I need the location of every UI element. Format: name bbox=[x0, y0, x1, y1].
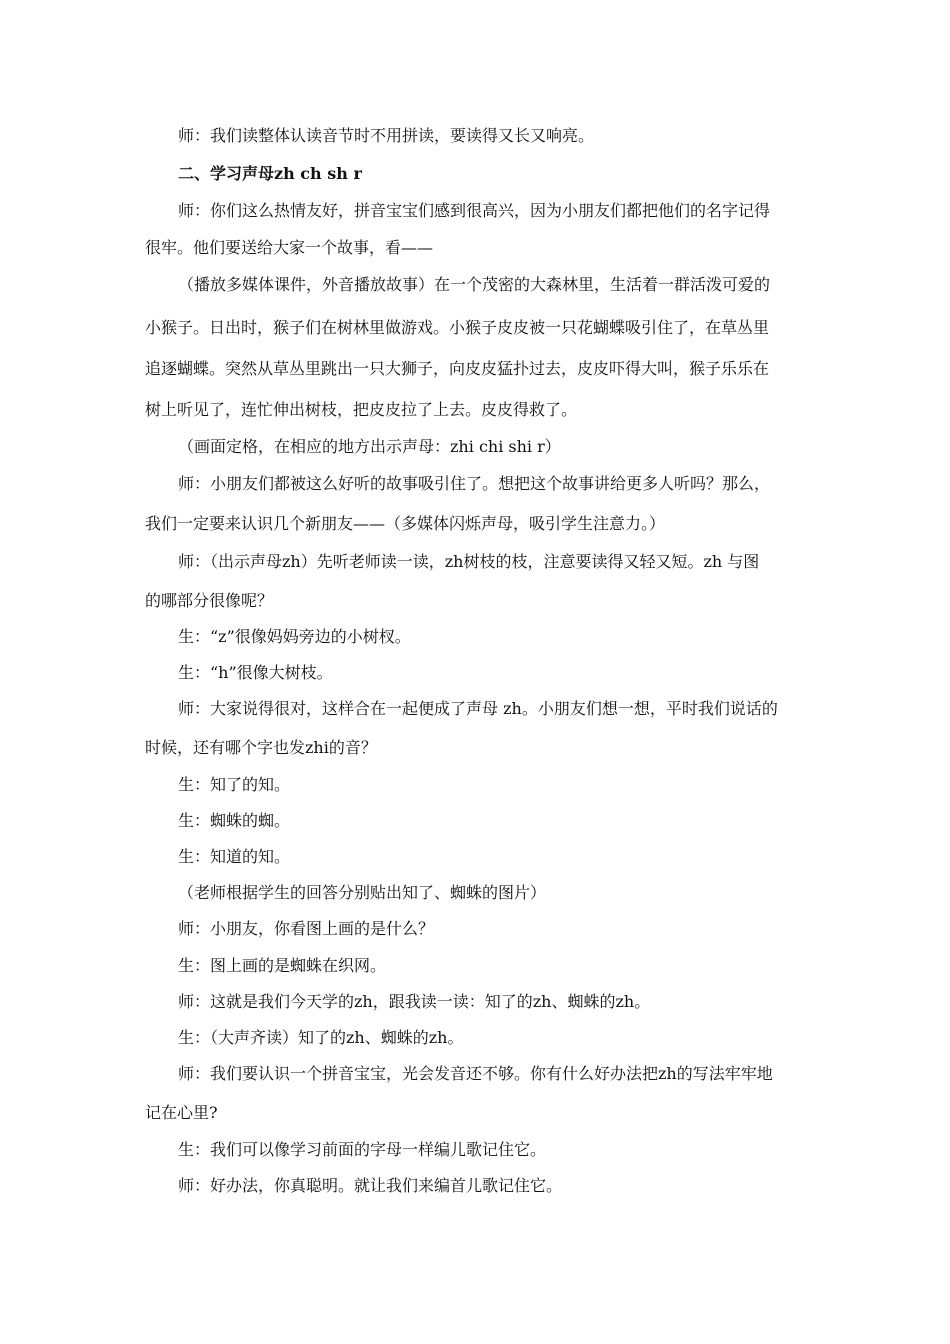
paragraph-line: 很牢。他们要送给大家一个故事，看—— bbox=[145, 238, 434, 257]
paragraph-line: 师：我们要认识一个拼音宝宝，光会发音还不够。你有什么好办法把zh的写法牢牢地 bbox=[178, 1064, 773, 1083]
paragraph-line: 生：（大声齐读）知了的zh、蜘蛛的zh。 bbox=[178, 1028, 464, 1047]
paragraph-line: 师：这就是我们今天学的zh，跟我读一读：知了的zh、蜘蛛的zh。 bbox=[178, 992, 651, 1011]
paragraph-line: 生：图上画的是蜘蛛在织网。 bbox=[178, 956, 387, 975]
paragraph-line: 树上听见了，连忙伸出树枝，把皮皮拉了上去。皮皮得救了。 bbox=[145, 400, 578, 419]
paragraph-line: 师：大家说得很对，这样合在一起便成了声母 zh。小朋友们想一想，平时我们说话的 bbox=[178, 699, 778, 718]
paragraph-line: 师：小朋友们都被这么好听的故事吸引住了。想把这个故事讲给更多人听吗？那么， bbox=[178, 474, 771, 493]
paragraph-line: 师：我们读整体认读音节时不用拼读，要读得又长又响亮。 bbox=[178, 126, 595, 145]
paragraph-line: 师：你们这么热情友好，拼音宝宝们感到很高兴，因为小朋友们都把他们的名字记得 bbox=[178, 201, 771, 220]
paragraph-line: （老师根据学生的回答分别贴出知了、蜘蛛的图片） bbox=[178, 883, 547, 902]
paragraph-line: 生：“h”很像大树枝。 bbox=[178, 663, 333, 682]
paragraph-line: 生：知了的知。 bbox=[178, 775, 291, 794]
paragraph-line: 生：蜘蛛的蜘。 bbox=[178, 811, 291, 830]
paragraph-line: 生：我们可以像学习前面的字母一样编儿歌记住它。 bbox=[178, 1140, 547, 1159]
paragraph-line: 师：好办法，你真聪明。就让我们来编首儿歌记住它。 bbox=[178, 1176, 563, 1195]
paragraph-line: 追逐蝴蝶。突然从草丛里跳出一只大狮子，向皮皮猛扑过去，皮皮吓得大叫，猴子乐乐在 bbox=[145, 359, 770, 378]
paragraph-line: 小猴子。日出时，猴子们在树林里做游戏。小猴子皮皮被一只花蝴蝶吸引住了，在草丛里 bbox=[145, 318, 770, 337]
paragraph-line: 我们一定要来认识几个新朋友——（多媒体闪烁声母，吸引学生注意力。） bbox=[145, 514, 666, 533]
paragraph-line: 生：“z”很像妈妈旁边的小树杈。 bbox=[178, 627, 411, 646]
paragraph-line: 生：知道的知。 bbox=[178, 847, 291, 866]
paragraph-line: （画面定格，在相应的地方出示声母：zhi chi shi r） bbox=[178, 437, 561, 456]
section-heading: 二、学习声母zh ch sh r bbox=[178, 164, 362, 183]
paragraph-line: 师：（出示声母zh）先听老师读一读，zh树枝的枝，注意要读得又轻又短。zh 与图 bbox=[178, 552, 760, 571]
paragraph-line: （播放多媒体课件，外音播放故事）在一个茂密的大森林里，生活着一群活泼可爱的 bbox=[178, 275, 771, 294]
paragraph-line: 时候，还有哪个字也发zhi的音？ bbox=[145, 738, 377, 757]
paragraph-line: 的哪部分很像呢？ bbox=[145, 591, 274, 610]
paragraph-line: 记在心里? bbox=[145, 1103, 218, 1122]
paragraph-line: 师：小朋友，你看图上画的是什么？ bbox=[178, 919, 435, 938]
